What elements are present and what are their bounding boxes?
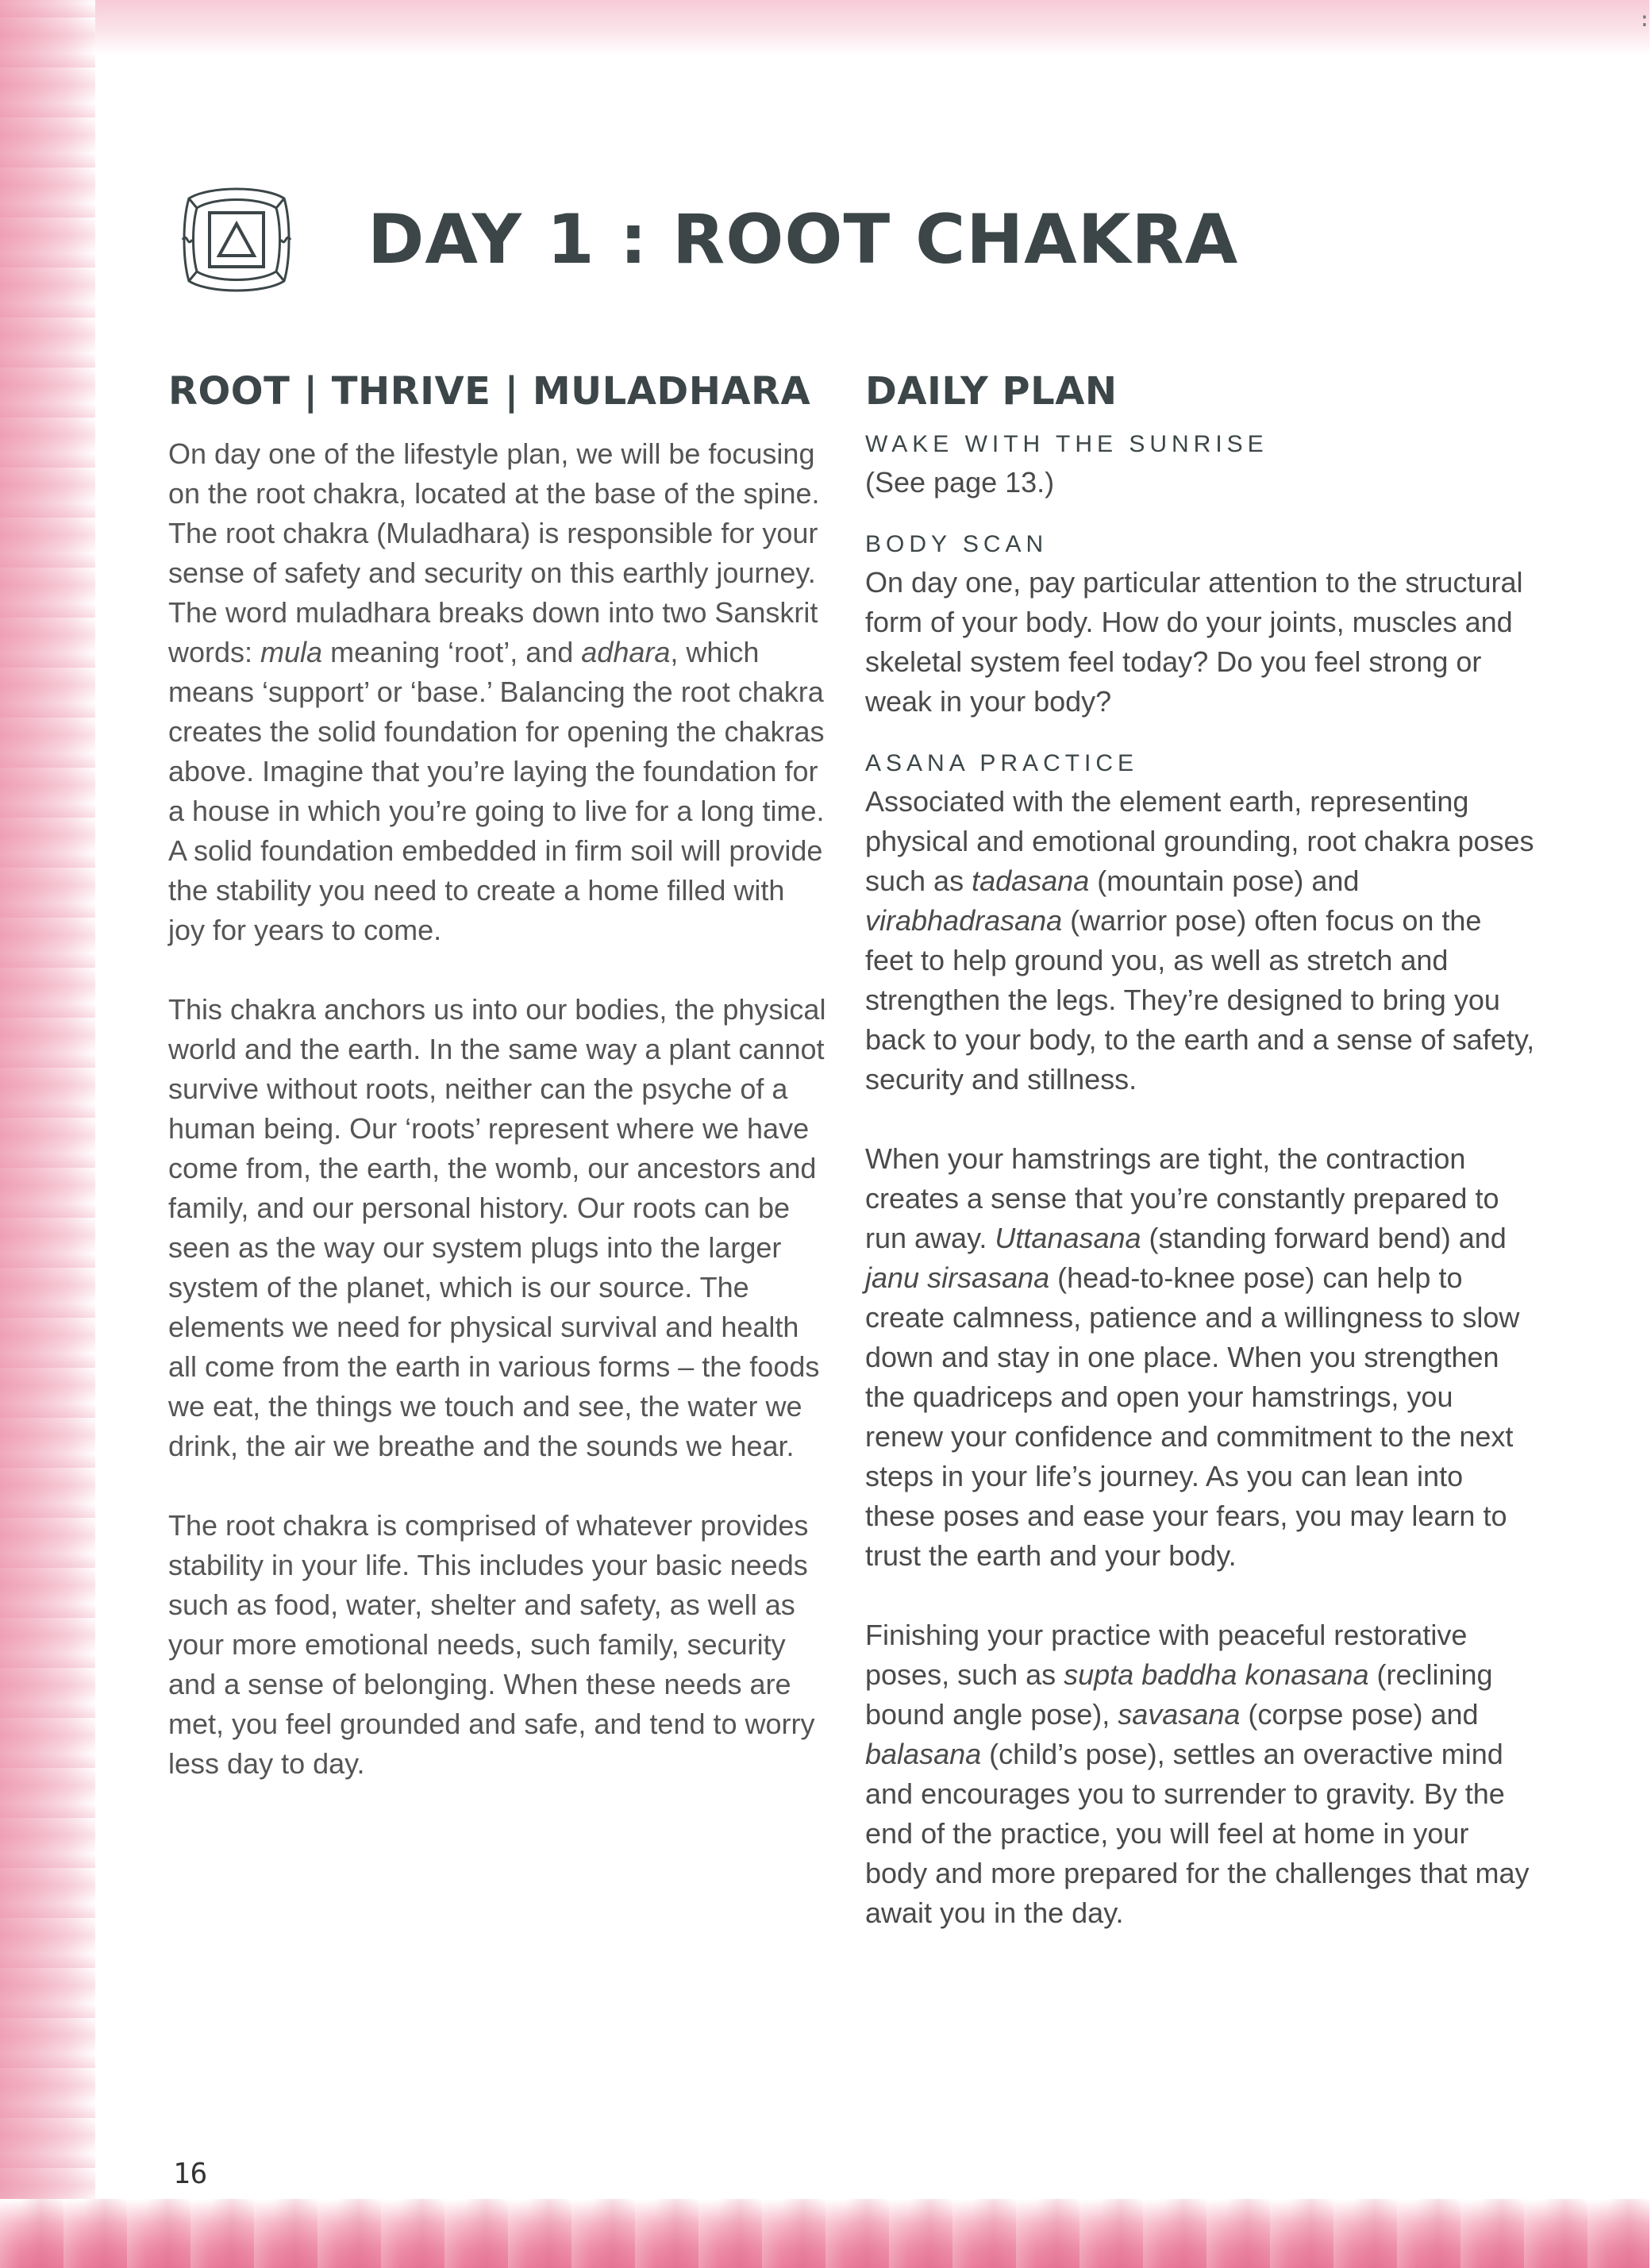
right-column (865, 369, 1537, 1962)
body-scan-subhead: BODY SCAN (865, 531, 1049, 557)
stability-paragraph: The root chakra is comprised of whatever provides stability in your life. This includes your basic needs such as food, water, shelter and safety, as well as your more emotional needs, such family, security and a sense of belonging. When these needs are met, you feel grounded and safe, and tend to worry less day to day. (168, 1509, 815, 1780)
asana-paragraph-2: When your hamstrings are tight, the contraction creates a sense that you’re constantly prepared to run away. Uttanasana (standing forward bend) and janu sirsasana (head-to-knee pose) can help to create calmness, patience and a willingness to slow down and stay in one place. When you strengthen the quadriceps and open your hamstrings, you renew your confidence and commitment to the next steps in your life’s journey. As you can lean into these poses and ease your fears, you may learn to trust the earth and your body. (865, 1142, 1520, 1572)
intro-paragraph: On day one of the lifestyle plan, we will be focusing on the root chakra, located at the base of the spine. The root chakra (Muladhara) is responsible for your sense of safety and security on this earthly journey. The word muladhara breaks down into two Sanskrit words: mula meaning ‘root’, and adhara, which means ‘support’ or ‘base.’ Balancing the root chakra creates the solid foundation for opening the chakras above. Imagine that you’re laying the foundation for a house in which you’re going to live for a long time. A solid foundation embedded in firm soil will provide the stability you need to create a home filled with joy for years to come. (168, 437, 825, 946)
top-border-wash (0, 0, 1649, 56)
roots-paragraph: This chakra anchors us into our bodies, the physical world and the earth. In the same way a plant cannot survive without roots, neither can the psyche of a human being. Our ‘roots’ represent where we have come from, the earth, the womb, our ancestors and family, and our personal history. Our roots can be seen as the way our system plugs into the larger system of the planet, which is our source. The elements we need for physical survival and health all come from the earth in various forms – the foods we eat, the things we touch and see, the water we drink, the air we breathe and the sounds we hear. (168, 993, 826, 1462)
body-scan-section (865, 531, 1537, 722)
asana-subhead: ASANA PRACTICE (865, 750, 1139, 776)
asana-paragraph-3: Finishing your practice with peaceful restorative poses, such as supta baddha konasana (reclining bound angle pose), savasana (corpse pose) and balasana (child’s pose), settles an overactive mind and encourages you to surrender to gravity. By the end of the practice, you will feel at home in your body and more prepared for the challenges that may await you in the day. (865, 1619, 1530, 1929)
left-column (168, 369, 827, 1784)
page-number: 16 (173, 2158, 208, 2190)
left-border-wash (0, 0, 95, 2268)
asana-section (865, 750, 1537, 1933)
wake-subhead: WAKE WITH THE SUNRISE (865, 431, 1268, 457)
asana-paragraph-1: Associated with the element earth, representing physical and emotional grounding, root chakra poses such as tadasana (mountain pose) and virabhadrasana (warrior pose) often focus on the feet to help ground you, as well as stretch and strengthen the legs. They’re designed to bring you back to your body, to the earth and a sense of safety, security and stillness. (865, 785, 1535, 1095)
root-chakra-icon (173, 176, 300, 303)
body-scan-text: On day one, pay particular attention to the structural form of your body. How do your joints, muscles and skeletal system feel today? Do you feel strong or weak in your body? (865, 566, 1523, 718)
left-column-heading: ROOT | THRIVE | MULADHARA (168, 369, 811, 414)
bottom-border-wash (0, 2199, 1649, 2268)
wake-text: (See page 13.) (865, 466, 1055, 499)
margin-mark: : (1638, 8, 1651, 32)
page-title: DAY 1 : ROOT CHAKRA (368, 200, 1239, 279)
daily-plan-heading: DAILY PLAN (865, 369, 1118, 414)
wake-section (865, 431, 1537, 503)
